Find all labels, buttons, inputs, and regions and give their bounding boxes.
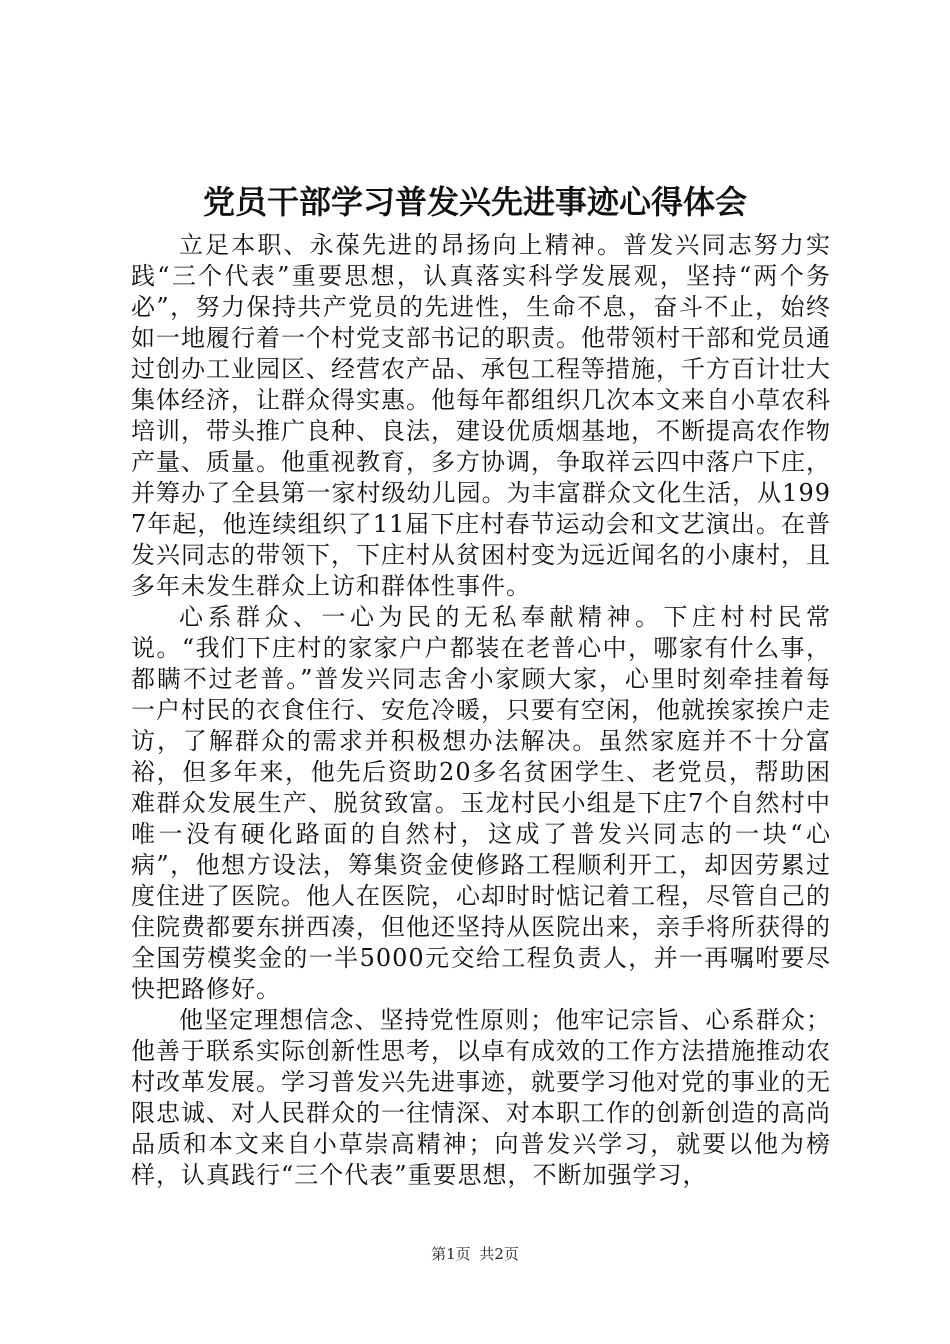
page-title: 党员干部学习普发兴先进事迹心得体会 <box>202 183 747 221</box>
paragraph-2: 心系群众、一心为民的无私奉献精神。下庄村村民常说。“我们下庄村的家家户户都装在老普心中，哪家有什么事，都瞒不过老普。”普发兴同志舍小家顾大家，心里时刻牵挂着每一户村民的衣食住行、安危冷暖，只要有空闲，他就挨家挨户走访，了解群众的需求并积极想办法解决。虽然家庭并不十分富裕，但多年来，他先后资助20多名贫困学生、老党员，帮助困难群众发展生产、脱贫致富。玉龙村民小组是下庄7个自然村中唯一没有硬化路面的自然村，这成了普发兴同志的一块“心病”，他想方设法，筹集资金使修路工程顺利开工，却因劳累过度住进了医院。他人在医院，心却时时惦记着工程，尽管自己的住院费都要东拼西凑，但他还坚持从医院出来，亲手将所获得的全国劳模奖金的一半5000元交给工程负责人，并一再嘱咐要尽快把路修好。 <box>131 603 831 1003</box>
paragraph-1: 立足本职、永葆先进的昂扬向上精神。普发兴同志努力实践“三个代表”重要思想，认真落实科学发展观，坚持“两个务必”，努力保持共产党员的先进性，生命不息，奋斗不止，始终如一地履行着一个村党支部书记的职责。他带领村干部和党员通过创办工业园区、经营农产品、承包工程等措施，千方百计壮大集体经济，让群众得实惠。他每年都组织几次本文来自小草农科培训，带头推广良种、良法，建设优质烟基地，不断提高农作物产量、质量。他重视教育，多方协调，争取祥云四中落户下庄，并筹办了全县第一家村级幼儿园。为丰富群众文化生活，从1997年起，他连续组织了11届下庄村春节运动会和文艺演出。在普发兴同志的带领下，下庄村从贫困村变为远近闻名的小康村，且多年未发生群众上访和群体性事件。 <box>131 231 831 600</box>
page-number: 第1页 <box>431 1245 471 1263</box>
page-footer <box>0 1244 950 1264</box>
page-total: 共2页 <box>479 1245 519 1263</box>
paragraph-3: 他坚定理想信念、坚持党性原则；他牢记宗旨、心系群众；他善于联系实际创新性思考，以卓有成效的工作方法措施推动农村改革发展。学习普发兴先进事迹，就要学习他对党的事业的无限忠诚、对人民群众的一往情深、对本职工作的创新创造的高尚品质和本文来自小草崇高精神；向普发兴学习，就要以他为榜样，认真践行“三个代表”重要思想，不断加强学习， <box>131 1006 831 1189</box>
document-body <box>131 230 831 1191</box>
